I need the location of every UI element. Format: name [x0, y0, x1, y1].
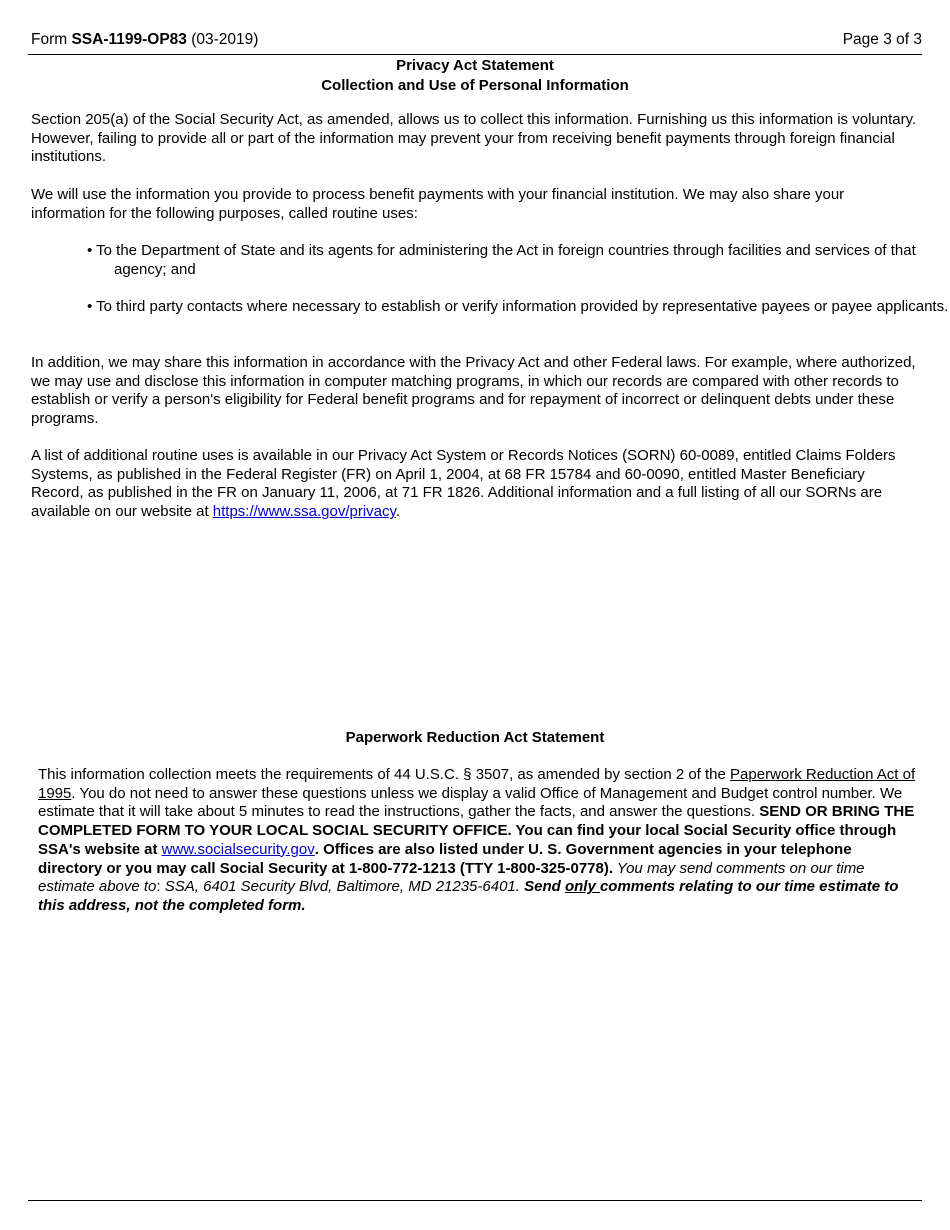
paperwork-paragraph: [38, 766, 918, 916]
privacy-paragraph-1: Section 205(a) of the Social Security Act, as amended, allows us to collect this information. Furnishing us this information is voluntary. However, failing to provide all or part of the information may prevent your from receiving benefit payments through foreign financial institutions.: [31, 111, 917, 166]
pra-text-1: This information collection meets the requirements of 44 U.S.C. § 3507, as amended by section 2 of the: [38, 766, 731, 783]
page-number: Page 3 of 3: [842, 31, 922, 48]
pra-text-2: . You do not need to answer these questions unless we display a valid Office of Management and Budget control number. We estimate that it will take about 5 minutes to read the instructions, gather the facts, and answer the questions.: [38, 784, 903, 821]
privacy-link[interactable]: https://www.ssa.gov/privacy: [212, 503, 396, 521]
privacy-act-subtitle: Collection and Use of Personal Information: [321, 77, 629, 94]
sorn-end: .: [395, 503, 401, 521]
routine-use-item-state-dept: • To the Department of State and its agents for administering the Act in foreign countries through facilities and services of that agency; and: [87, 242, 916, 278]
paperwork-act-title: Paperwork Reduction Act Statement: [345, 729, 605, 746]
form-prefix: Form: [31, 31, 72, 48]
pra-final: comments relating to our time estimate to this address, not the completed form.: [38, 878, 899, 914]
form-id: [31, 31, 258, 49]
privacy-act-title: Privacy Act Statement: [396, 57, 554, 74]
pra-italic-1: You may send comments on our time estimate above to: [38, 859, 865, 896]
pra-only: only: [564, 878, 600, 896]
pra-bold-1: SEND OR BRING THE COMPLETED FORM TO YOUR LOCAL SOCIAL SECURITY OFFICE. You can find your local Social Security office through SSA's website at: [38, 803, 915, 858]
sorn-text: A list of additional routine uses is available in our Privacy Act System or Records Notices (SORN) 60-0089, entitled Claims Folders Systems, as published in the Federal Register (FR) on April 1, 2004, at 68 FR 15784 and 60-0090, entitled Master Beneficiary Record, as published in the FR on January 11, 2006, at 71 FR 1826. Additional information and a full listing of all our SORNs are available on our website at: [31, 447, 896, 521]
pra-colon: :: [156, 878, 165, 896]
footer-divider: [28, 1200, 922, 1201]
pra-address: , 6401 Security Blvd, Baltimore, MD 21235-6401.: [194, 878, 525, 896]
socialsecurity-link[interactable]: www.socialsecurity.gov: [161, 840, 315, 858]
pra-bold-2: . Offices are also listed under U. S. Government agencies in your telephone directory or you may call Social Security at 1-800-772-1213 (TTY 1-800-325-0778).: [38, 840, 852, 877]
pra-ssa: SSA: [164, 878, 195, 896]
privacy-paragraph-4: [31, 447, 919, 522]
page-header: [31, 31, 922, 49]
routine-use-item-third-party: • To third party contacts where necessary to establish or verify information provided by representative payees or payee applicants.: [87, 298, 949, 315]
pra-send: Send: [524, 878, 565, 896]
form-number: SSA-1199-OP83: [71, 31, 187, 48]
header-divider: [28, 54, 922, 55]
privacy-paragraph-3: In addition, we may share this information in accordance with the Privacy Act and other Federal laws. For example, where authorized, we may use and disclose this information in computer matching programs, in which our records are compared with other records to establish or verify a person's eligibility for Federal benefit programs and for repayment of incorrect or delinquent debts under these programs.: [31, 354, 916, 428]
privacy-paragraph-2: We will use the information you provide to process benefit payments with your financial institution. We may also share your information for the following purposes, called routine uses:: [31, 186, 845, 222]
pra-law-name: Paperwork Reduction Act of 1995: [38, 766, 916, 802]
form-date: (03-2019): [186, 31, 259, 48]
